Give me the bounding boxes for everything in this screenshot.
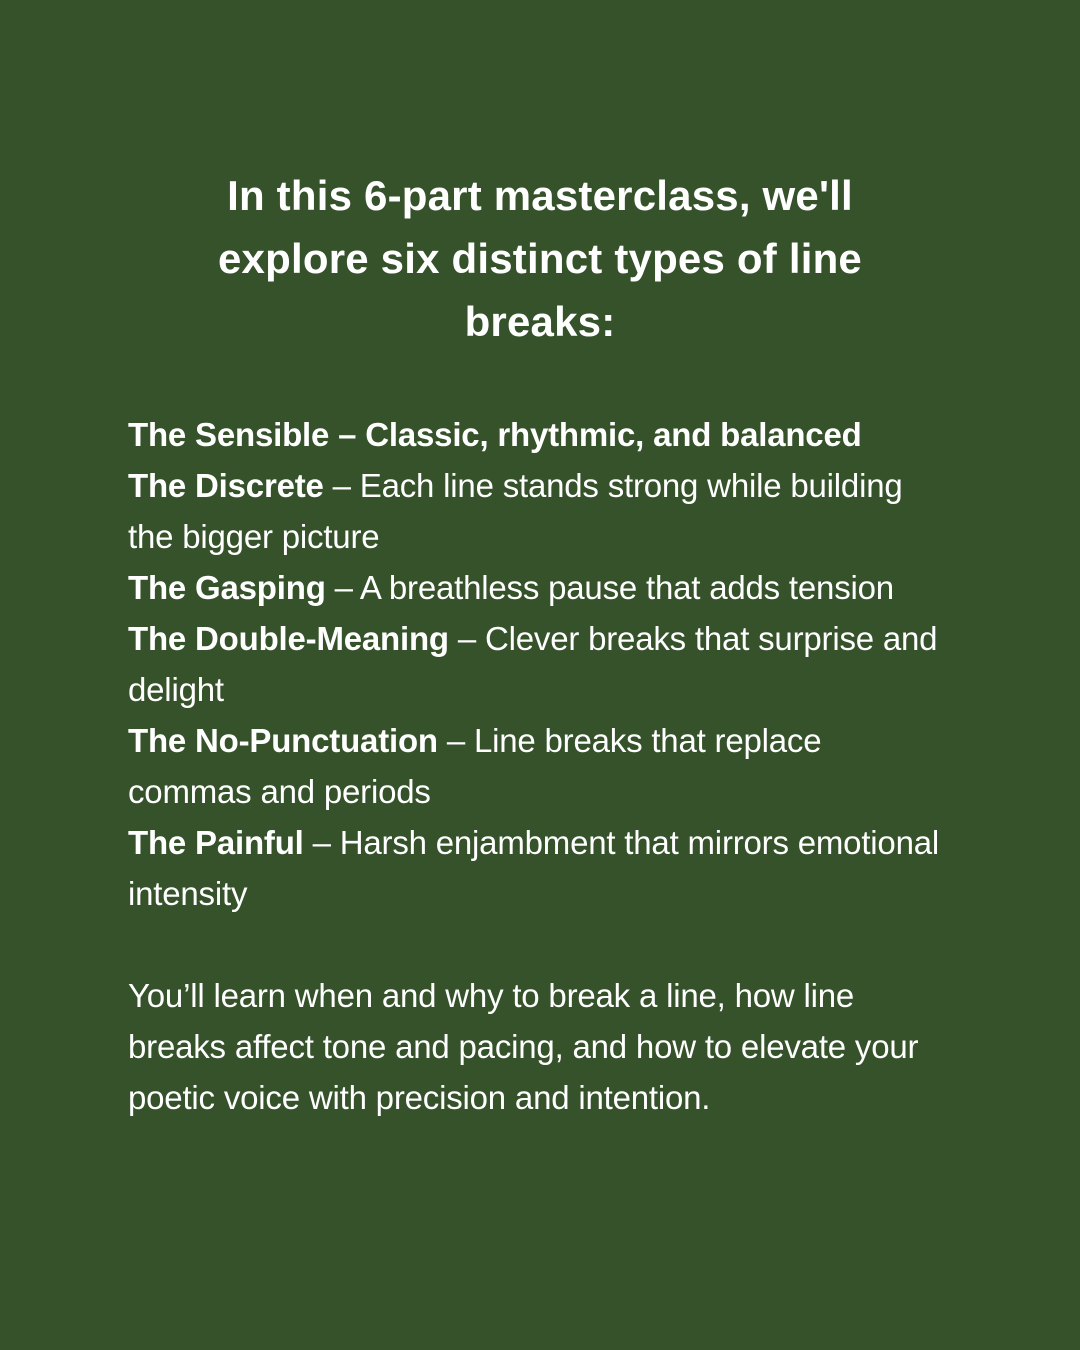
type-description: – A breathless pause that adds tension [334, 569, 894, 606]
intro-heading-line-3: breaks: [464, 298, 616, 345]
intro-heading-line-1: In this 6-part masterclass, we'll [227, 172, 853, 219]
list-item-discrete [128, 460, 952, 562]
list-item-sensible [128, 409, 952, 460]
type-description: – Each line stands strong while building the bigger picture [128, 467, 903, 555]
list-item-double-meaning [128, 613, 952, 715]
line-break-types-list [128, 409, 952, 919]
type-description: – Harsh enjambment that mirrors emotional intensity [128, 824, 940, 912]
type-name: The Gasping [128, 569, 326, 606]
intro-heading-line-2: explore six distinct types of line [218, 235, 862, 282]
type-name: The Discrete [128, 467, 324, 504]
type-description: – Clever breaks that surprise and delight [128, 620, 938, 708]
type-name: The Painful [128, 824, 304, 861]
type-name: The No-Punctuation [128, 722, 438, 759]
list-item-gasping [128, 562, 952, 613]
type-description: – Line breaks that replace commas and periods [128, 722, 822, 810]
type-name: The Double-Meaning [128, 620, 449, 657]
type-name: The Sensible [128, 416, 330, 453]
list-item-no-punctuation [128, 715, 952, 817]
intro-heading [128, 164, 952, 353]
list-item-painful [128, 817, 952, 919]
closing-paragraph: You’ll learn when and why to break a line, how line breaks affect tone and pacing, and how to elevate your poetic voice with precision and intention. [128, 977, 919, 1116]
type-description: – Classic, rhythmic, and balanced [338, 416, 862, 453]
